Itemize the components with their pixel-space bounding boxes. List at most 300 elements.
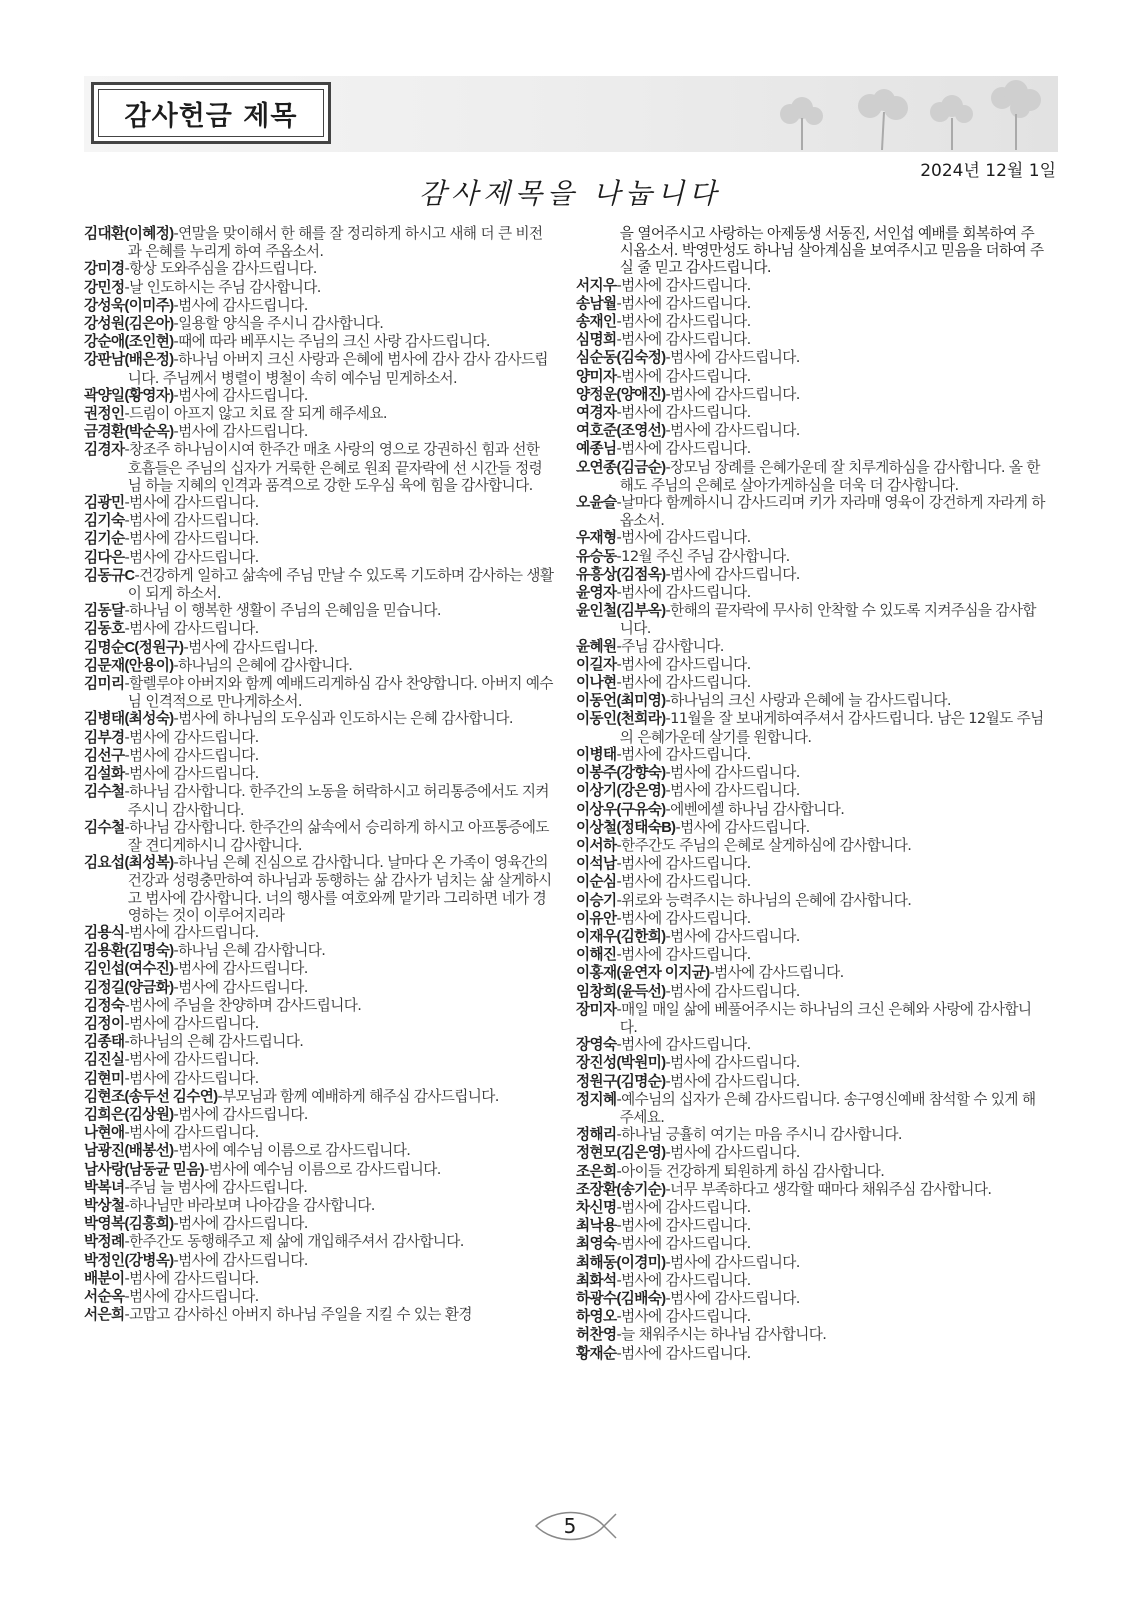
entry-item xyxy=(576,873,1046,891)
entry-item xyxy=(84,675,554,710)
entry-item xyxy=(84,423,554,441)
entry-text: -범사에 감사드립니다. xyxy=(665,1253,800,1271)
entry-text: -부모님과 함께 예배하게 해주심 감사드립니다. xyxy=(217,1087,499,1105)
entry-name: 정지혜 xyxy=(576,1091,617,1108)
entry-name: 김요섭(최성복) xyxy=(84,855,174,872)
entry-name: 유흥상(김점옥) xyxy=(576,566,666,583)
entry-text: -범사에 감사드립니다. xyxy=(665,1072,800,1090)
entry-text: -범사에 감사드립니다. xyxy=(616,855,751,873)
entry-name: 최영숙 xyxy=(576,1236,617,1253)
right-column xyxy=(576,225,1046,1363)
entry-name: 이승기 xyxy=(576,892,617,909)
entry-text: -범사에 감사드립니다. xyxy=(173,1105,308,1123)
entry-text: -한해의 끝자락에 무사히 안착할 수 있도록 지켜주심을 감사합니다. xyxy=(619,602,1036,638)
entry-text: -에벤에셀 하나님 감사합니다. xyxy=(665,800,845,818)
entry-item xyxy=(84,1270,554,1288)
entry-text: -범사에 감사드립니다. xyxy=(665,1144,800,1162)
entry-name: 김종태 xyxy=(84,1034,125,1051)
entry-item xyxy=(84,1252,554,1270)
entry-text: -범사에 감사드립니다. xyxy=(124,1287,259,1305)
entry-item xyxy=(576,1091,1046,1126)
entry-item xyxy=(576,983,1046,1001)
entry-name: 김동규C xyxy=(84,567,135,584)
section-heading: 감사제목을 나눕니다 xyxy=(418,177,722,210)
entry-item xyxy=(84,279,554,297)
entry-name: 김설화 xyxy=(84,766,125,783)
entry-item xyxy=(84,1033,554,1051)
entry-item xyxy=(84,942,554,960)
entry-text: -아이들 건강하게 퇴원하게 하심 감사합니다. xyxy=(616,1162,885,1180)
entry-text: -범사에 감사드립니다. xyxy=(124,746,259,764)
entry-text: -범사에 감사드립니다. xyxy=(124,1269,259,1287)
entry-name: 윤인철(김부옥) xyxy=(576,603,666,620)
entry-name: 예종님 xyxy=(576,441,617,458)
entry-text: -범사에 감사드립니다. xyxy=(173,960,308,978)
entry-item xyxy=(576,1036,1046,1054)
entry-name: 이동언(최미영) xyxy=(576,693,666,710)
entry-name: 오연종(김금순) xyxy=(576,459,666,476)
entry-item xyxy=(84,315,554,333)
entry-text: -일용할 양식을 주시니 감사합니다. xyxy=(173,315,384,333)
entry-text: -범사에 감사드립니다. xyxy=(665,1289,800,1307)
entry-item xyxy=(576,855,1046,873)
entry-name: 심명희 xyxy=(576,332,617,349)
entry-name: 장미자 xyxy=(576,1001,617,1018)
entry-name: 김인섭(여수진) xyxy=(84,961,174,978)
entry-text: -범사에 감사드립니다. xyxy=(616,745,751,763)
entry-name: 남광진(배봉선) xyxy=(84,1143,174,1160)
entry-name: 이상철(정태숙B) xyxy=(576,819,676,836)
entry-text: -범사에 감사드립니다. xyxy=(173,423,308,441)
entry-text: -범사에 감사드립니다. xyxy=(124,765,259,783)
entry-text: -범사에 감사드립니다. xyxy=(616,946,751,964)
entry-text: -하나님의 크신 사랑과 은혜에 늘 감사드립니다. xyxy=(665,692,951,710)
entry-item xyxy=(84,729,554,747)
entry-text: -하나님 긍휼히 여기는 마음 주시니 감사합니다. xyxy=(616,1126,902,1144)
entry-name: 김용식 xyxy=(84,924,125,941)
entry-name: 김희은(김상원) xyxy=(84,1106,174,1123)
entry-name: 서은희 xyxy=(84,1307,125,1324)
entry-name: 이해진 xyxy=(576,947,617,964)
entry-item xyxy=(576,674,1046,692)
entry-name: 김광민 xyxy=(84,495,125,512)
entry-name: 하광수(김배숙) xyxy=(576,1290,666,1307)
entry-text: -범사에 감사드립니다. xyxy=(665,764,800,782)
entry-item xyxy=(576,892,1046,910)
entry-name: 조장환(송기순) xyxy=(576,1181,666,1198)
entry-name: 이유안 xyxy=(576,910,617,927)
entry-name: 이동인(천희라) xyxy=(576,711,666,728)
entry-text: -범사에 감사드립니다. xyxy=(675,818,810,836)
entry-text: -범사에 감사드립니다. xyxy=(616,674,751,692)
entry-text: -하나님 감사합니다. 한주간의 삶속에서 승리하게 하시고 아프통증에도 잘 견디게하시니 감사합니다. xyxy=(124,818,549,854)
page-title: 감사헌금 제목 xyxy=(124,100,298,132)
entry-item xyxy=(84,1070,554,1088)
entry-text: -범사에 감사드립니다. xyxy=(124,728,259,746)
entry-name: 이재우(김한희) xyxy=(576,928,666,945)
entry-item xyxy=(576,946,1046,964)
entry-item xyxy=(576,1272,1046,1290)
entry-item xyxy=(576,801,1046,819)
entry-item xyxy=(84,819,554,854)
entry-text: -범사에 감사드립니다. xyxy=(124,620,259,638)
entry-item xyxy=(84,387,554,405)
entry-item xyxy=(84,549,554,567)
entry-name: 김병태(최성숙) xyxy=(84,711,174,728)
entry-item xyxy=(84,657,554,675)
entry-name: 김정이 xyxy=(84,1015,125,1032)
entry-name: 이석남 xyxy=(576,856,617,873)
entry-name: 강민정 xyxy=(84,279,125,296)
entry-text: -하나님 이 행복한 생활이 주님의 은혜임을 믿습니다. xyxy=(124,602,441,620)
entry-name: 이순심 xyxy=(576,874,617,891)
entry-item xyxy=(576,349,1046,367)
entry-name: 이서하 xyxy=(576,837,617,854)
entry-name: 강순애(조인현) xyxy=(84,334,174,351)
entry-text: -범사에 감사드립니다. xyxy=(173,1251,308,1269)
entry-name: 김동호 xyxy=(84,621,125,638)
entry-name: 조은희 xyxy=(576,1163,617,1180)
entry-text: -범사에 감사드립니다. xyxy=(173,296,308,314)
entry-name: 김수철 xyxy=(84,784,125,801)
entry-text: -연말을 맞이해서 한 해를 잘 정리하게 하시고 새해 더 큰 비전과 은혜를 누리게 하여 주옵소서. xyxy=(127,225,543,261)
flower-bouquet-icon xyxy=(770,78,1056,150)
entry-name: 금경환(박순옥) xyxy=(84,424,174,441)
entry-text: -범사에 감사드립니다. xyxy=(665,782,800,800)
entry-item xyxy=(84,1124,554,1142)
entry-name: 이봉주(강향숙) xyxy=(576,765,666,782)
entry-name: 김용환(김명숙) xyxy=(84,943,174,960)
entry-name: 송남월 xyxy=(576,295,617,312)
entry-text: -범사에 감사드립니다. xyxy=(616,584,751,602)
entry-text: -범사에 감사드립니다. xyxy=(616,276,751,294)
entry-item xyxy=(84,1197,554,1215)
entry-text: -범사에 감사드립니다. xyxy=(616,294,751,312)
entry-text: -범사에 감사드립니다. xyxy=(173,978,308,996)
entry-text: -장모님 장례를 은혜가운데 잘 치루게하심을 감사합니다. 올 한해도 주님의 은혜로 살아가게하심을 더욱 더 감사합니다. xyxy=(619,458,1040,494)
entry-text: -범사에 예수님 이름으로 감사드립니다. xyxy=(203,1160,441,1178)
entry-name: 김부경 xyxy=(84,729,125,746)
entry-item xyxy=(84,924,554,942)
entry-text: -범사에 감사드립니다. xyxy=(616,313,751,331)
entry-item xyxy=(576,1001,1046,1036)
entry-item xyxy=(84,405,554,423)
entry-item xyxy=(576,548,1046,566)
entry-text: -하나님 아버지 크신 사랑과 은혜에 범사에 감사 감사 감사드립니다. 주님께서 병렬이 병철이 속히 예수님 믿게하소서. xyxy=(127,351,548,387)
entry-name: 하영오 xyxy=(576,1309,617,1326)
issue-date: 2024년 12월 1일 xyxy=(920,161,1056,181)
entry-name: 이병태 xyxy=(576,746,617,763)
entry-name: 정해리 xyxy=(576,1127,617,1144)
entry-text: -범사에 감사드립니다. xyxy=(616,655,751,673)
entry-item xyxy=(576,1217,1046,1235)
entry-name: 나현애 xyxy=(84,1125,125,1142)
entry-item xyxy=(84,639,554,657)
entry-item xyxy=(576,422,1046,440)
entry-item xyxy=(576,1326,1046,1344)
entry-name: 장진성(박원미) xyxy=(576,1055,666,1072)
entry-name: 김미리 xyxy=(84,676,125,693)
entry-text: -범사에 감사드립니다. xyxy=(616,404,751,422)
entry-text: -범사에 감사드립니다. xyxy=(616,1036,751,1054)
entry-item xyxy=(84,530,554,548)
entry-item xyxy=(84,1215,554,1233)
entry-name: 김진실 xyxy=(84,1052,125,1069)
entry-text: -건강하게 일하고 삶속에 주님 만날 수 있도록 기도하며 감사하는 생활이 되게 하소서. xyxy=(127,566,554,603)
entry-text: -주님 감사합니다. xyxy=(616,637,724,655)
entry-text: -범사에 감사드립니다. xyxy=(124,494,259,512)
entry-name: 김현미 xyxy=(84,1070,125,1087)
entry-name: 이홍재(윤연자 이지균) xyxy=(576,965,710,982)
entry-item xyxy=(576,386,1046,404)
entry-name: 강성욱(이미주) xyxy=(84,297,174,314)
entry-name: 김기순 xyxy=(84,531,125,548)
entry-text: -범사에 감사드립니다. xyxy=(616,331,751,349)
entry-item xyxy=(84,333,554,351)
entry-item xyxy=(576,440,1046,458)
entry-item xyxy=(84,1306,554,1324)
entry-text: -범사에 감사드립니다. xyxy=(173,1215,308,1233)
entry-text: -범사에 감사드립니다. xyxy=(183,638,318,656)
entry-text: -날마다 함께하시니 감사드리며 키가 자라매 영육이 강건하게 자라게 하옵소서. xyxy=(616,494,1045,530)
entry-text: -범사에 감사드립니다. xyxy=(124,1014,259,1032)
entry-item xyxy=(576,656,1046,674)
entry-item xyxy=(576,1199,1046,1217)
entry-item xyxy=(84,783,554,818)
entry-name: 김정숙 xyxy=(84,997,125,1014)
entry-name: 김문재(안용이) xyxy=(84,657,174,674)
entry-text: -범사에 감사드립니다. xyxy=(124,1051,259,1069)
entry-name: 최화석 xyxy=(576,1272,617,1289)
entry-item xyxy=(576,1345,1046,1363)
entry-item xyxy=(84,494,554,512)
entry-name: 이상기(강은영) xyxy=(576,783,666,800)
entry-item xyxy=(84,1179,554,1197)
entry-name: 김정길(양금화) xyxy=(84,979,174,996)
entry-text: -범사에 감사드립니다. xyxy=(616,873,751,891)
entry-name: 송재인 xyxy=(576,314,617,331)
entry-item xyxy=(576,313,1046,331)
entry-text: -너무 부족하다고 생각할 때마다 채워주심 감사합니다. xyxy=(665,1180,992,1198)
entry-item xyxy=(576,782,1046,800)
entry-text: -범사에 감사드립니다. xyxy=(665,385,800,403)
entry-item xyxy=(576,459,1046,494)
entry-text: -매일 매일 삶에 베풀어주시는 하나님의 크신 은혜와 사랑에 감사합니다. xyxy=(616,1000,1032,1036)
entry-item xyxy=(84,997,554,1015)
entry-item xyxy=(576,692,1046,710)
entry-text: -11월을 잘 보내게하여주셔서 감사드립니다. 남은 12월도 주님의 은혜가운데 살기를 원합니다. xyxy=(619,710,1044,746)
entry-name: 강판남(배은정) xyxy=(84,352,174,369)
entry-item xyxy=(84,1288,554,1306)
entry-item xyxy=(576,746,1046,764)
entry-item xyxy=(84,1161,554,1179)
entry-item xyxy=(576,638,1046,656)
entry-item xyxy=(576,404,1046,422)
entry-name: 김경자 xyxy=(84,442,125,459)
entry-item xyxy=(84,297,554,315)
entry-text: -늘 채워주시는 하나님 감사합니다. xyxy=(616,1326,827,1344)
entry-name: 정원구(김명순) xyxy=(576,1073,666,1090)
entry-name: 유승동 xyxy=(576,548,617,565)
entry-text: -하나님 감사합니다. 한주간의 노동을 허락하시고 허리통증에서도 지켜주시니 감사합니다. xyxy=(124,783,549,819)
entry-text: -범사에 감사드립니다. xyxy=(124,530,259,548)
entry-name: 윤혜원 xyxy=(576,638,617,655)
entry-text: -범사에 하나님의 도우심과 인도하시는 은혜 감사합니다. xyxy=(173,710,513,728)
title-box xyxy=(91,82,331,144)
entry-text: -하나님만 바라보며 나아감을 감사합니다. xyxy=(124,1196,375,1214)
entry-name: 김선구 xyxy=(84,747,125,764)
entry-name: 우재형 xyxy=(576,530,617,547)
entry-text: -범사에 감사드립니다. xyxy=(665,1054,800,1072)
entry-item xyxy=(576,964,1046,982)
entry-text: -범사에 감사드립니다. xyxy=(665,927,800,945)
entry-text: -범사에 감사드립니다. xyxy=(616,367,751,385)
entry-name: 허찬영 xyxy=(576,1327,617,1344)
entry-item xyxy=(576,1235,1046,1253)
entry-item xyxy=(84,960,554,978)
entry-item xyxy=(576,1290,1046,1308)
entry-text: -12월 주신 주님 감사합니다. xyxy=(616,547,790,565)
entry-item xyxy=(576,584,1046,602)
entry-name: 김명순C(정원구) xyxy=(84,639,184,656)
entry-text: -고맙고 감사하신 아버지 하나님 주일을 지킬 수 있는 환경 xyxy=(124,1306,472,1324)
entry-item xyxy=(84,512,554,530)
entry-name: 박정례 xyxy=(84,1234,125,1251)
entry-item xyxy=(84,441,554,494)
entry-name: 정현모(김은영) xyxy=(576,1145,666,1162)
entry-text: -하나님의 은혜 감사드립니다. xyxy=(124,1033,304,1051)
entry-name: 김기숙 xyxy=(84,513,125,530)
entry-text: -범사에 감사드립니다. xyxy=(616,1308,751,1326)
entry-text: -하나님의 은혜에 감사합니다. xyxy=(173,656,353,674)
entry-item xyxy=(576,566,1046,584)
entry-item xyxy=(576,910,1046,928)
entry-item xyxy=(576,331,1046,349)
entry-item xyxy=(576,1144,1046,1162)
entry-item xyxy=(576,277,1046,295)
entry-name: 강미경 xyxy=(84,261,125,278)
entry-item xyxy=(84,351,554,386)
entry-item xyxy=(84,225,554,260)
entry-name: 오윤슬 xyxy=(576,495,617,512)
entry-item xyxy=(576,529,1046,547)
entry-item xyxy=(576,1054,1046,1072)
entry-text: -범사에 감사드립니다. xyxy=(665,565,800,583)
entry-name: 박정인(강병옥) xyxy=(84,1252,174,1269)
entry-item xyxy=(576,710,1046,745)
entry-text: -하나님 은혜 진심으로 감사합니다. 날마다 온 가족이 영육간의 건강과 성령충만하여 하나님과 동행하는 삶 감사가 넘치는 삶 살게하시고 범사에 감사합니다. 너의 행사를 여호와께 맡기라 그리하면 네가 경영하는 것이 이루어지리라 xyxy=(127,854,552,924)
entry-name: 윤영자 xyxy=(576,585,617,602)
continued-entry-text: 을 열어주시고 사랑하는 아제동생 서동진, 서인섭 예배를 회복하여 주시옵소서. 박영만성도 하나님 살아계심을 보여주시고 믿음을 더하여 주실 줄 믿고 감사드립니다. xyxy=(619,225,1044,277)
entry-name: 남사랑(남동균 믿음) xyxy=(84,1161,204,1178)
entry-name: 강성원(김은아) xyxy=(84,316,174,333)
entry-text: -한주간도 동행해주고 제 삶에 개입해주셔서 감사합니다. xyxy=(124,1233,464,1251)
entry-text: -날 인도하시는 주님 감사합니다. xyxy=(124,278,321,296)
entry-text: -창조주 하나님이시여 한주간 매초 사랑의 영으로 강권하신 힘과 선한 호흡들은 주님의 십자가 거룩한 은혜로 원죄 끝자락에 선 시간들 정령님 하늘 지혜의 인격과 품격으로 강한 도우심 육에 힘을 감사합니다. xyxy=(124,441,543,494)
entry-text: -범사에 감사드립니다. xyxy=(124,548,259,566)
entry-item xyxy=(84,620,554,638)
entry-name: 김수철 xyxy=(84,819,125,836)
entry-text: -범사에 감사드립니다. xyxy=(616,1235,751,1253)
entry-text: -범사에 감사드립니다. xyxy=(709,964,844,982)
entry-item xyxy=(576,1181,1046,1199)
entry-text: -주님 늘 범사에 감사드립니다. xyxy=(124,1178,308,1196)
entry-name: 최낙용 xyxy=(576,1218,617,1235)
entry-item xyxy=(84,1233,554,1251)
entry-name: 박복녀 xyxy=(84,1179,125,1196)
entry-name: 김대환(이혜정) xyxy=(84,226,174,242)
entry-text: -범사에 감사드립니다. xyxy=(124,923,259,941)
entry-text: -범사에 예수님 이름으로 감사드립니다. xyxy=(173,1142,411,1160)
entry-text: -범사에 감사드립니다. xyxy=(124,512,259,530)
left-column xyxy=(84,225,554,1324)
entry-name: 심순동(김숙정) xyxy=(576,350,666,367)
entry-text: -범사에 감사드립니다. xyxy=(616,1271,751,1289)
entry-text: -항상 도와주심을 감사드립니다. xyxy=(124,260,317,278)
entry-item xyxy=(84,1051,554,1069)
entry-name: 여경자 xyxy=(576,405,617,422)
entry-name: 권정인 xyxy=(84,406,125,423)
entry-item xyxy=(84,747,554,765)
entry-text: -드림이 아프지 않고 치료 잘 되게 해주세요. xyxy=(124,405,387,423)
entry-text: -범사에 감사드립니다. xyxy=(616,529,751,547)
entry-text: -범사에 감사드립니다. xyxy=(665,349,800,367)
entry-name: 서순옥 xyxy=(84,1288,125,1305)
entry-name: 장영숙 xyxy=(576,1037,617,1054)
entry-name: 김현조(송두선 김수연) xyxy=(84,1088,218,1105)
entry-name: 박상철 xyxy=(84,1197,125,1214)
entry-item xyxy=(84,1015,554,1033)
entry-name: 김다은 xyxy=(84,549,125,566)
entry-text: -범사에 감사드립니다. xyxy=(616,1217,751,1235)
entry-name: 임창희(윤득선) xyxy=(576,983,666,1000)
entry-item xyxy=(84,602,554,620)
entry-name: 이상우(구유숙) xyxy=(576,801,666,818)
entry-text: -범사에 감사드립니다. xyxy=(616,440,751,458)
entry-item xyxy=(84,1106,554,1124)
entry-name: 배분이 xyxy=(84,1270,125,1287)
entry-item xyxy=(576,602,1046,637)
entry-text: -하나님 은혜 감사합니다. xyxy=(173,942,326,960)
page-number: 5 xyxy=(563,1514,577,1538)
entry-item xyxy=(84,1088,554,1106)
entry-text: -때에 따라 베푸시는 주님의 크신 사랑 감사드립니다. xyxy=(173,333,490,351)
entry-text: -위로와 능력주시는 하나님의 은혜에 감사합니다. xyxy=(616,891,912,909)
entry-item xyxy=(84,979,554,997)
entry-name: 여호준(조영선) xyxy=(576,423,666,440)
entry-text: -범사에 주님을 찬양하며 감사드립니다. xyxy=(124,996,362,1014)
entry-text: -범사에 감사드립니다. xyxy=(124,1124,259,1142)
entry-item xyxy=(84,567,554,602)
entry-text: -범사에 감사드립니다. xyxy=(616,1344,751,1362)
entry-text: -범사에 감사드립니다. xyxy=(665,422,800,440)
entry-text: -할렐루야 아버지와 함께 예배드리게하심 감사 찬양합니다. 아버지 예수님 인격적으로 만나게하소서. xyxy=(124,675,553,711)
entry-name: 황재순 xyxy=(576,1345,617,1362)
entry-item xyxy=(576,295,1046,313)
entry-name: 양정운(양애진) xyxy=(576,386,666,403)
entry-text: -예수님의 십자가 은혜 감사드립니다. 송구영신예배 참석할 수 있게 해주세요. xyxy=(616,1090,1036,1126)
entry-name: 이나현 xyxy=(576,675,617,692)
entry-item xyxy=(576,1308,1046,1326)
entry-text: -범사에 감사드립니다. xyxy=(616,1198,751,1216)
entry-text: -범사에 감사드립니다. xyxy=(616,909,751,927)
entry-item xyxy=(576,764,1046,782)
entry-text: -범사에 감사드립니다. xyxy=(665,982,800,1000)
entry-text: -범사에 감사드립니다. xyxy=(173,386,308,404)
entry-name: 서지우 xyxy=(576,277,617,294)
entry-name: 차신명 xyxy=(576,1199,617,1216)
entry-text: -한주간도 주님의 은혜로 살게하심에 감사합니다. xyxy=(616,836,912,854)
